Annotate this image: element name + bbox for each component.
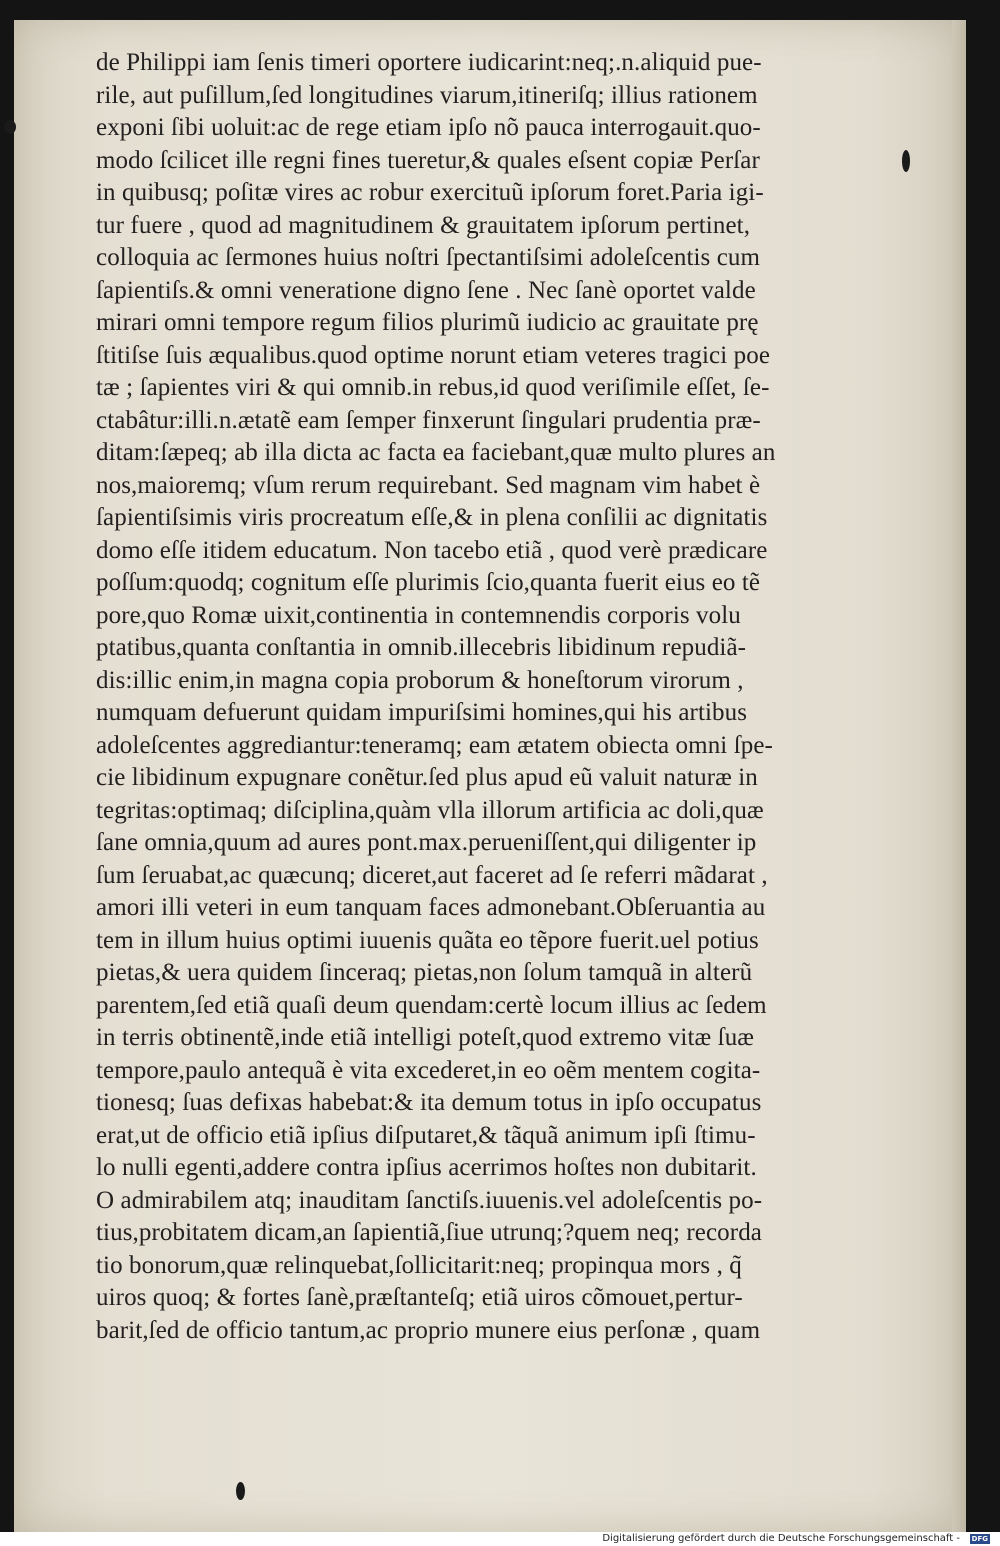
text-line: tem in illum huius optimi iuuenis quãta eo tẽpore fuerit.uel potius bbox=[96, 926, 759, 954]
text-line: adoleſcentes aggrediantur:teneramq; eam ætatem obiecta omni ſpe- bbox=[96, 731, 773, 759]
text-line: numquam defuerunt quidam impuriſsimi homines,qui his artibus bbox=[96, 699, 748, 726]
text-line: cie libidinum expugnare conẽtur.ſed plus apud eũ valuit naturæ in bbox=[96, 764, 758, 791]
text-line: poſſum:quodq; cognitum eſſe plurimis ſcio,quanta fuerit eius eo tẽ bbox=[96, 569, 761, 596]
ink-blot bbox=[236, 1482, 245, 1500]
text-line: ſane omnia,quum ad aures pont.max.perueniſſent,qui diligenter ip bbox=[96, 829, 757, 856]
text-line: in quibusq; poſitæ vires ac robur exercituũ ipſorum foret.Paria igi- bbox=[96, 179, 764, 206]
text-line: ſum ſeruabat,ac quæcunq; diceret,aut faceret ad ſe referri mãdarat , bbox=[96, 861, 768, 889]
footer-bar bbox=[0, 1532, 1000, 1546]
text-line: O admirabilem atq; inauditam ſanctiſs.iuuenis.vel adoleſcentis po- bbox=[96, 1186, 763, 1214]
funding-credit: Digitalisierung gefördert durch die Deutsche Forschungsgemeinschaft - bbox=[602, 1533, 960, 1544]
dfg-logo: DFG bbox=[971, 1535, 988, 1543]
text-line: de Philippi iam ſenis timeri oportere iudicarint:neq;.n.aliquid pue- bbox=[96, 49, 762, 76]
ink-blot bbox=[902, 150, 910, 172]
book-page bbox=[14, 20, 966, 1532]
text-line: tegritas:optimaq; diſciplina,quàm vlla illorum artificia ac doli,quæ bbox=[96, 796, 764, 824]
text-line: colloquia ac ſermones huius noſtri ſpectantiſsimi adoleſcentis cum bbox=[96, 244, 761, 271]
body-text bbox=[96, 47, 926, 1347]
text-line: tio bonorum,quæ relinquebat,ſollicitarit:neq; propinqua mors , q̃ bbox=[96, 1251, 742, 1279]
text-line: barit,ſed de officio tantum,ac proprio munere eius perſonæ , quam bbox=[96, 1316, 761, 1344]
text-line: dis:illic enim,in magna copia proborum & honeſtorum virorum , bbox=[96, 666, 744, 694]
text-line: tæ ; ſapientes viri & qui omnib.in rebus,id quod veriſimile eſſet, ſe- bbox=[96, 374, 770, 401]
text-line: tur fuere , quod ad magnitudinem & grauitatem ipſorum pertinet, bbox=[96, 211, 751, 239]
text-line: lo nulli egenti,addere contra ipſius acerrimos hoſtes non dubitarit. bbox=[96, 1154, 757, 1181]
text-line: nos,maioremq; vſum rerum requirebant. Sed magnam vim habet è bbox=[96, 471, 761, 499]
text-line: ſtitiſse ſuis æqualibus.quod optime norunt etiam veteres tragici poe bbox=[96, 341, 771, 369]
text-line: uiros quoq; & fortes ſanè,præſtanteſq; etiã uiros cõmouet,pertur- bbox=[96, 1284, 743, 1311]
text-line: exponi ſibi uoluit:ac de rege etiam ipſo nõ pauca interrogauit.quo- bbox=[96, 114, 761, 141]
text-line: modo ſcilicet ille regni fines tueretur,& quales eſsent copiæ Perſar bbox=[96, 146, 760, 174]
text-line: in terris obtinentẽ,inde etiã intelligi poteſt,quod extremo vitæ ſuæ bbox=[96, 1024, 755, 1051]
text-line: erat,ut de officio etiã ipſius diſputaret,& tãquã animum ipſi ſtimu- bbox=[96, 1121, 756, 1149]
text-line: pore,quo Romæ uixit,continentia in contemnendis corporis volu bbox=[96, 601, 741, 629]
text-line: parentem,ſed etiã quaſi deum quendam:certè locum illius ac ſedem bbox=[96, 991, 767, 1019]
text-line: ctabâtur:illi.n.ætatẽ eam ſemper finxerunt ſingulari prudentia præ- bbox=[96, 406, 761, 434]
text-line: rile, aut puſillum,ſed longitudines viarum,itineriſq; illius rationem bbox=[96, 81, 758, 109]
text-line: tempore,paulo antequã è vita excederet,in eo oẽm mentem cogita- bbox=[96, 1056, 761, 1084]
text-line: ſapientiſsimis viris procreatum eſſe,& in plena conſilii ac dignitatis bbox=[96, 504, 768, 531]
text-line: ditam:ſæpeq; ab illa dicta ac facta ea faciebant,quæ multo plures an bbox=[96, 439, 776, 466]
text-line: tionesq; ſuas defixas habebat:& ita demum totus in ipſo occupatus bbox=[96, 1089, 762, 1116]
text-line: ptatibus,quanta conſtantia in omnib.illecebris libidinum repudiã- bbox=[96, 634, 747, 661]
text-line: amori illi veteri in eum tanquam faces admonebant.Obſeruantia au bbox=[96, 894, 766, 921]
text-line: pietas,& uera quidem ſinceraq; pietas,non ſolum tamquã in alterũ bbox=[96, 959, 753, 986]
ink-blot bbox=[4, 120, 16, 134]
text-line: mirari omni tempore regum filios plurimũ iudicio ac grauitate prę bbox=[96, 309, 759, 336]
text-line: domo eſſe itidem educatum. Non tacebo etiã , quod verè prædicare bbox=[96, 536, 768, 564]
page-edge bbox=[952, 20, 966, 1532]
text-line: tius,probitatem dicam,an ſapientiã,ſiue utrunq;?quem neq; recorda bbox=[96, 1219, 762, 1246]
text-line: ſapientiſs.& omni veneratione digno ſene . Nec ſanè oportet valde bbox=[96, 276, 756, 304]
